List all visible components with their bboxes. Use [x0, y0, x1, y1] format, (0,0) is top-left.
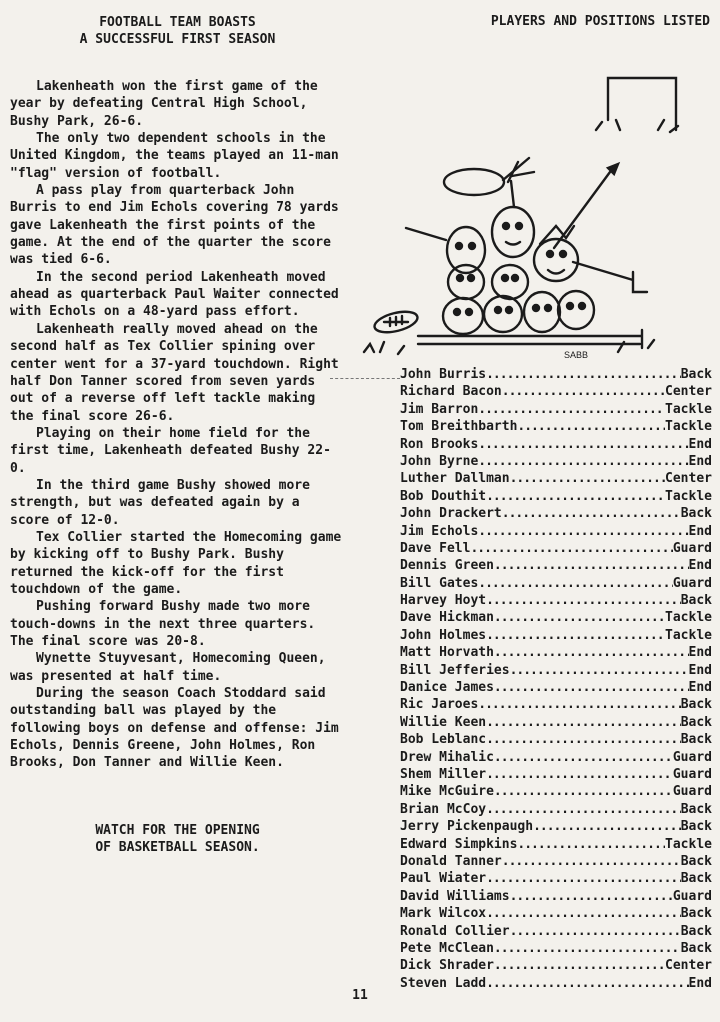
player-position: Guard [672, 766, 712, 782]
leader-dots [478, 696, 680, 713]
player-name: John Burris [400, 367, 487, 382]
roster-entry [400, 818, 712, 835]
player-position: Back [680, 923, 712, 939]
player-name: Bob Leblanc [400, 732, 487, 748]
roster-entry [400, 783, 712, 800]
roster-entry [400, 488, 712, 505]
player-name: Matt Horvath [400, 645, 494, 661]
player-name: Jerry Pickenpaugh [400, 819, 534, 835]
player-position: Back [680, 801, 712, 817]
ground-line [364, 330, 654, 354]
player-name: Dick Shrader [400, 958, 494, 974]
roster-entry [400, 836, 712, 853]
roster-entry [400, 418, 712, 435]
player-position: Tackle [665, 401, 712, 417]
roster-entry [400, 366, 712, 383]
roster-entry [400, 696, 712, 713]
roster-entry [400, 609, 712, 626]
roster-entry [400, 592, 712, 609]
player-position: End [688, 645, 712, 661]
roster-entry [400, 401, 712, 418]
article-paragraph: Wynette Stuyvesant, Homecoming Queen, was presented at half time. [10, 651, 326, 684]
player-position: Guard [672, 540, 712, 556]
leader-dots [517, 836, 665, 853]
player-name: Harvey Hoyt [400, 593, 487, 609]
player-name: Bill Gates [400, 575, 479, 591]
player-position: Center [665, 471, 712, 487]
player-name: Brian McCoy [400, 801, 487, 817]
roster-entry [400, 505, 712, 522]
player-position: Back [680, 732, 712, 748]
leader-dots [517, 418, 665, 435]
player-name: Edward Simpkins [400, 836, 518, 852]
player-name: Paul Wiater [400, 871, 487, 887]
player-name: John Byrne [400, 453, 479, 469]
player-name: Donald Tanner [400, 853, 502, 869]
player-name: Steven Ladd [400, 975, 487, 991]
leader-dots [494, 557, 689, 574]
article-paragraph: A pass play from quarterback John Burris to end Jim Echols covering 78 yards gave Lakenheath the first points of the game. At the end of the quarter the score was tied 6-6. [10, 183, 339, 268]
notice-line-1: WATCH FOR THE OPENING [95, 822, 260, 838]
article-paragraph: The only two dependent schools in the United Kingdom, the teams played an 11-man "flag" version of football. [10, 131, 339, 181]
basketball-notice [10, 822, 345, 856]
leader-dots [510, 470, 665, 487]
player-name: John Holmes [400, 627, 487, 643]
leader-dots [494, 644, 689, 661]
dashed-divider [330, 378, 400, 379]
roster-entry [400, 957, 712, 974]
player-name: Dave Hickman [400, 610, 494, 626]
leader-dots [486, 592, 681, 609]
player-name: Pete McClean [400, 940, 494, 956]
player-position: Tackle [665, 419, 712, 435]
headline-line-1: FOOTBALL TEAM BOASTS [99, 15, 256, 30]
roster-entry [400, 801, 712, 818]
article-headline [10, 14, 345, 48]
player-name: Ronald Collier [400, 923, 510, 939]
player-position: Back [680, 506, 712, 522]
player-position: End [688, 975, 712, 991]
leader-dots [494, 783, 673, 800]
player-position: Tackle [665, 488, 712, 504]
football-players-cartoon [358, 72, 688, 362]
player-position: End [688, 558, 712, 574]
leader-dots [478, 453, 688, 470]
player-position: Back [680, 714, 712, 730]
roster-list [400, 366, 712, 992]
player-name: John Drackert [400, 506, 502, 522]
player-position: End [688, 453, 712, 469]
roster-entry [400, 627, 712, 644]
roster-entry [400, 923, 712, 940]
player-position: Back [680, 593, 712, 609]
player-name: Bob Douthit [400, 488, 487, 504]
player-position: Tackle [665, 610, 712, 626]
cartoon-signature: SABB [564, 350, 589, 360]
player-name: Tom Breithbarth [400, 419, 518, 435]
roster-entry [400, 470, 712, 487]
leader-dots [486, 488, 665, 505]
headline-line-2: A SUCCESSFUL FIRST SEASON [79, 32, 276, 47]
roster-entry [400, 383, 712, 400]
article-paragraph: Tex Collier started the Homecoming game by kicking off to Bushy Park. Bushy returned the kick-off for the first touchdown of the game. [10, 529, 342, 597]
player-name: Dennis Green [400, 558, 494, 574]
roster-entry [400, 749, 712, 766]
roster-entry [400, 731, 712, 748]
player-position: Back [680, 906, 712, 922]
roster-headline: PLAYERS AND POSITIONS LISTED [490, 14, 710, 29]
leader-dots [533, 818, 681, 835]
left-column [10, 14, 345, 856]
player-name: Willie Keen [400, 714, 487, 730]
player-position: Tackle [665, 627, 712, 643]
leader-dots [510, 662, 689, 679]
player-position: Back [680, 871, 712, 887]
roster-entry [400, 575, 712, 592]
leader-dots [478, 575, 673, 592]
player-name: Shem Miller [400, 766, 487, 782]
notice-line-2: OF BASKETBALL SEASON. [95, 839, 260, 855]
roster-entry [400, 453, 712, 470]
player-name: Drew Mihalic [400, 749, 494, 765]
player-position: End [688, 523, 712, 539]
leader-dots [510, 888, 673, 905]
player-name: David Williams [400, 888, 510, 904]
leader-dots [486, 766, 673, 783]
player-name: Bill Jefferies [400, 662, 510, 678]
player-position: Back [680, 367, 712, 382]
leader-dots [494, 957, 665, 974]
leader-dots [494, 749, 673, 766]
article-paragraph: Pushing forward Bushy made two more touch-downs in the next three quarters. The final score was 20-8. [10, 599, 316, 649]
player-position: Back [680, 853, 712, 869]
leader-dots [486, 714, 681, 731]
leader-dots [494, 609, 665, 626]
leader-dots [486, 801, 681, 818]
article-paragraph: Playing on their home field for the first time, Lakenheath defeated Bushy 22-0. [10, 425, 331, 476]
player-name: Jim Echols [400, 523, 479, 539]
player-position: Center [665, 958, 712, 974]
leader-dots [486, 627, 665, 644]
leader-dots [470, 540, 672, 557]
article-paragraph: Lakenheath won the first game of the year by defeating Central High School, Bushy Park, 26-6. [10, 79, 318, 129]
article-paragraph: In the third game Bushy showed more strength, but was defeated again by a score of 12-0. [10, 477, 310, 528]
player-name: Dave Fell [400, 540, 471, 556]
article-paragraph: During the season Coach Stoddard said outstanding ball was played by the following boys on defense and offense: Jim Echols, Dennis Greene, John Holmes, Ron Brooks, Don Tanner and Willie Keen. [10, 686, 339, 771]
player-position: Guard [672, 888, 712, 904]
player-name: Luther Dallman [400, 471, 510, 487]
roster-entry [400, 436, 712, 453]
players-pile [406, 158, 647, 334]
roster-entry [400, 766, 712, 783]
football-icon [372, 308, 419, 336]
roster-entry [400, 540, 712, 557]
player-position: End [688, 436, 712, 452]
roster-entry [400, 853, 712, 870]
player-name: Ric Jaroes [400, 697, 479, 713]
player-position: Guard [672, 749, 712, 765]
player-position: Center [665, 384, 712, 400]
leader-dots [486, 366, 681, 383]
roster-entry [400, 662, 712, 679]
player-name: Mike McGuire [400, 784, 494, 800]
player-name: Mark Wilcox [400, 906, 487, 922]
player-position: End [688, 680, 712, 696]
player-name: Danice James [400, 680, 494, 696]
roster-entry [400, 679, 712, 696]
player-position: Tackle [665, 836, 712, 852]
player-position: Back [680, 819, 712, 835]
player-position: End [688, 662, 712, 678]
roster-entry [400, 523, 712, 540]
leader-dots [486, 905, 681, 922]
leader-dots [494, 679, 689, 696]
leader-dots [510, 923, 681, 940]
leader-dots [478, 401, 665, 418]
player-position: Guard [672, 575, 712, 591]
flag-pole [554, 164, 618, 248]
roster-entry [400, 888, 712, 905]
roster-entry [400, 905, 712, 922]
roster-entry [400, 870, 712, 887]
article-body [10, 78, 345, 772]
leader-dots [478, 436, 688, 453]
goal-post-icon [596, 78, 678, 132]
leader-dots [486, 731, 681, 748]
player-position: Guard [672, 784, 712, 800]
player-name: Ron Brooks [400, 436, 479, 452]
leader-dots [502, 383, 665, 400]
player-name: Richard Bacon [400, 384, 502, 400]
page-number: 11 [352, 988, 368, 1003]
roster-entry [400, 940, 712, 957]
player-position: Back [680, 697, 712, 713]
article-paragraph: In the second period Lakenheath moved ahead as quarterback Paul Waiter connected with Echols on a 48-yard pass effort. [10, 269, 339, 320]
leader-dots [502, 505, 681, 522]
roster-entry [400, 557, 712, 574]
article-paragraph: Lakenheath really moved ahead on the second half as Tex Collier spining over center went for a 37-yard touchdown. Right half Don Tanner scored from seven yards out of a reverse off left tackle making the final score 26-6. [10, 321, 339, 424]
roster-entry [400, 714, 712, 731]
leader-dots [502, 853, 681, 870]
leader-dots [486, 870, 681, 887]
roster-entry [400, 644, 712, 661]
leader-dots [478, 523, 688, 540]
player-name: Jim Barron [400, 401, 479, 417]
player-position: Back [680, 940, 712, 956]
leader-dots [494, 940, 681, 957]
